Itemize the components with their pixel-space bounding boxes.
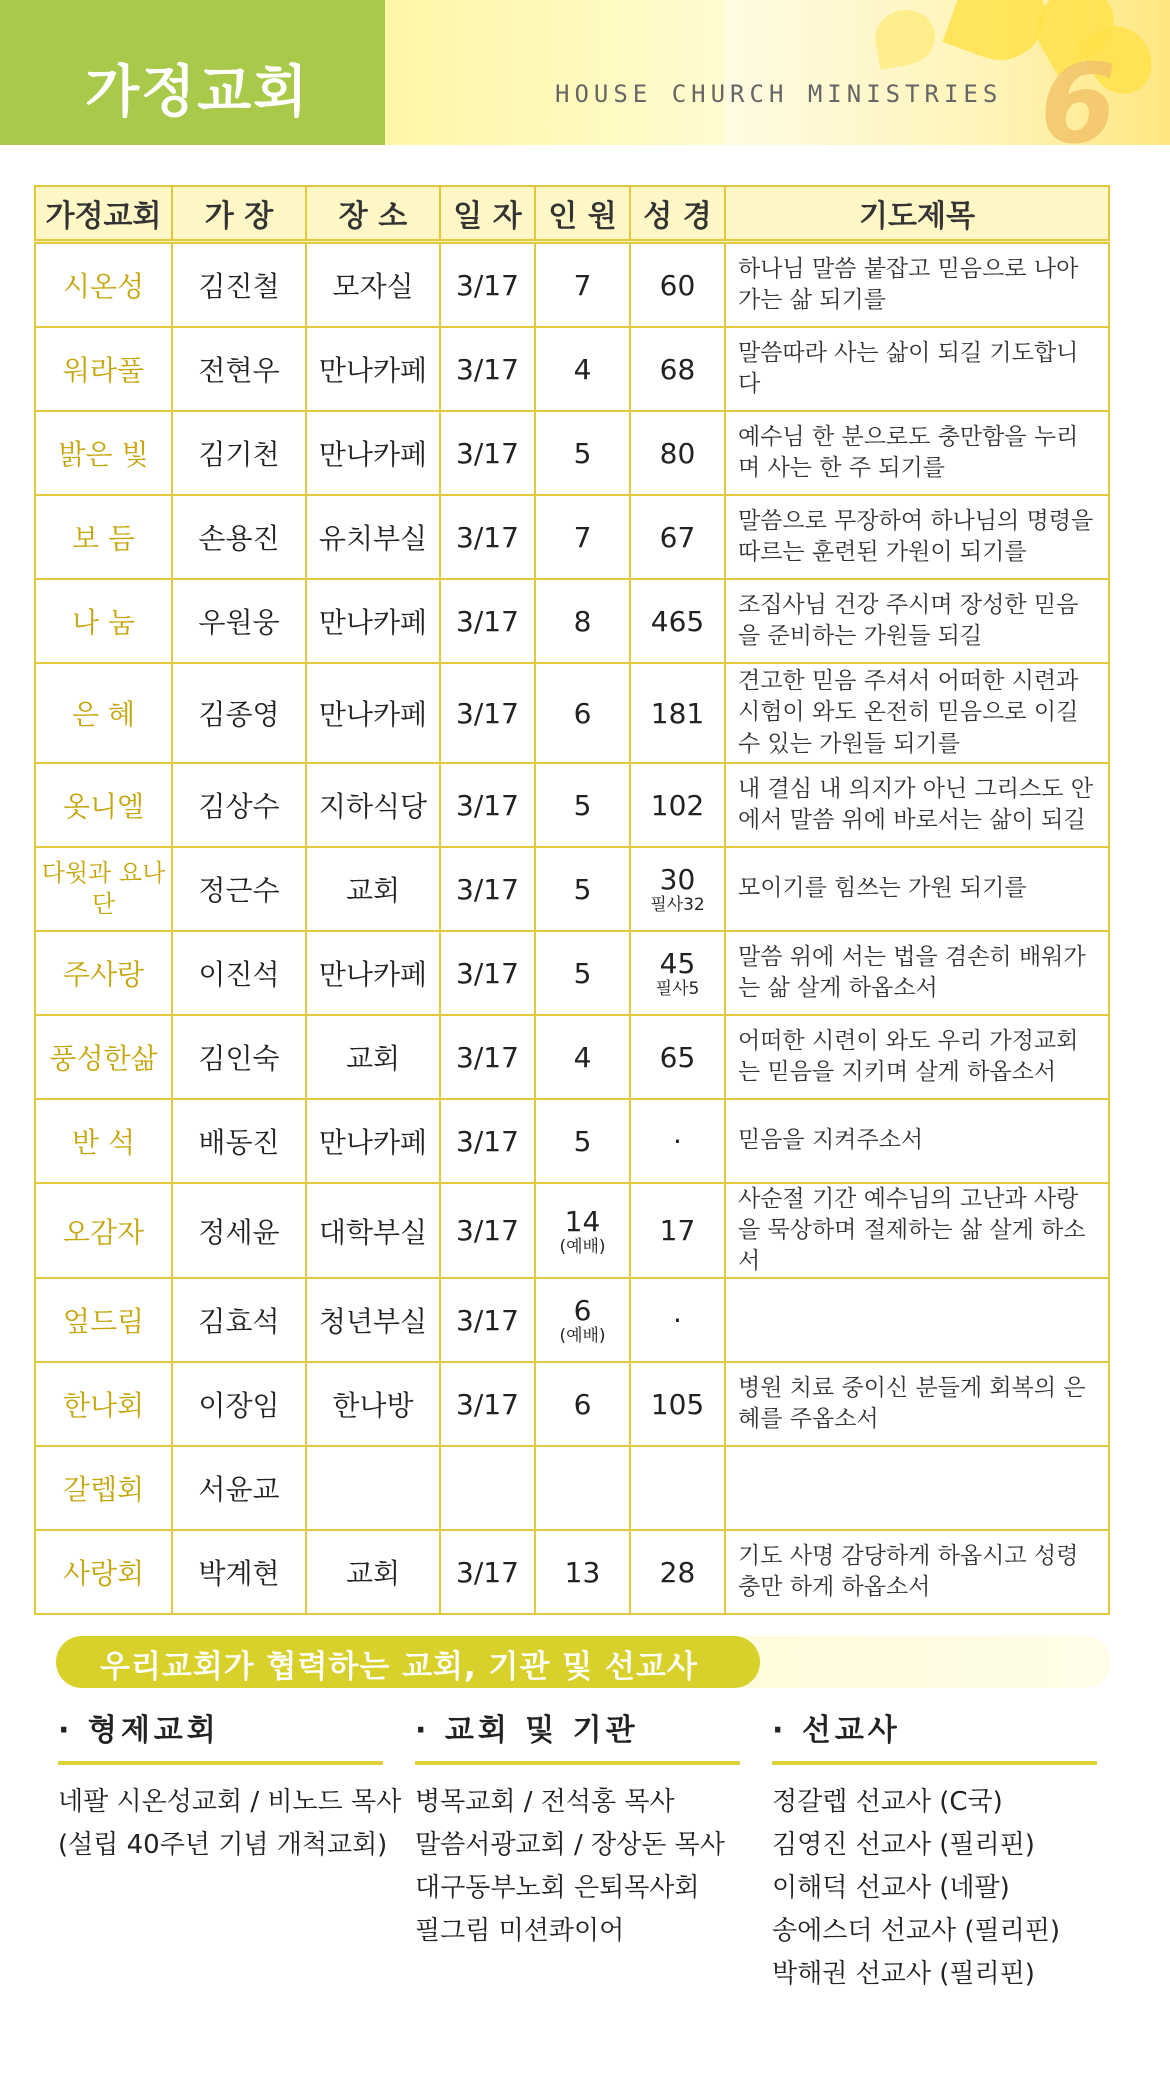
house-church-name-value: 오감자	[62, 1215, 145, 1249]
place-cell	[306, 411, 440, 495]
bible-cell	[630, 663, 725, 763]
place-cell	[306, 1446, 440, 1530]
house-church-name-value: 밝은 빛	[58, 438, 149, 471]
column-header: 기도제목	[725, 186, 1109, 242]
leader-cell	[172, 663, 306, 763]
count-cell-value: 5	[573, 1124, 592, 1158]
house-church-name-value: 워라풀	[62, 354, 145, 387]
date-cell	[440, 327, 535, 411]
prayer-cell	[725, 763, 1109, 847]
page-header	[0, 0, 1170, 145]
place-cell	[306, 1183, 440, 1278]
list-item: 김영진 선교사 (필리핀)	[772, 1830, 1035, 1860]
prayer-cell	[725, 579, 1109, 663]
prayer-cell-value: 내 결심 내 의지가 아닌 그리스도 안에서 말씀 위에 바로서는 삶이 되길	[738, 775, 1093, 833]
count-cell	[535, 579, 630, 663]
leader-cell-value: 정세윤	[198, 1215, 280, 1249]
leader-cell	[172, 1183, 306, 1278]
date-cell-value: 3/17	[456, 1214, 519, 1248]
count-cell	[535, 1278, 630, 1362]
prayer-cell	[725, 1530, 1109, 1614]
place-cell	[306, 495, 440, 579]
date-cell	[440, 1099, 535, 1183]
place-cell-value: 만나카페	[318, 1126, 428, 1159]
leader-cell-value: 김기천	[198, 438, 280, 471]
bible-cell-value: ·	[673, 1124, 682, 1158]
table-row	[35, 1183, 1109, 1278]
house-church-name	[35, 763, 172, 847]
leader-cell-value: 우원웅	[198, 606, 280, 639]
bible-cell	[630, 1183, 725, 1278]
count-cell	[535, 495, 630, 579]
bible-cell	[630, 763, 725, 847]
column-header: 성 경	[630, 186, 725, 242]
column-heading: · 형제교회	[58, 1705, 383, 1765]
house-church-name	[35, 1446, 172, 1530]
leader-cell-value: 이장임	[198, 1389, 280, 1423]
place-cell-value: 모자실	[332, 270, 414, 303]
date-cell	[440, 1015, 535, 1099]
bible-cell-value: 17	[659, 1214, 696, 1248]
date-cell-value: 3/17	[456, 436, 519, 470]
house-church-name	[35, 663, 172, 763]
count-cell	[535, 1183, 630, 1278]
leader-cell	[172, 763, 306, 847]
partners-title: 우리교회가 협력하는 교회, 기관 및 선교사	[100, 1649, 698, 1685]
bible-cell-note: 필사5	[655, 979, 700, 1000]
prayer-cell	[725, 242, 1109, 328]
place-cell	[306, 663, 440, 763]
table-row	[35, 1446, 1109, 1530]
prayer-cell	[725, 1362, 1109, 1446]
count-cell-value: 13	[564, 1555, 601, 1589]
date-cell	[440, 411, 535, 495]
bible-cell-value: 80	[659, 436, 696, 470]
place-cell	[306, 579, 440, 663]
bible-cell-value: 465	[650, 604, 705, 638]
prayer-cell-value: 병원 치료 중이신 분들게 회복의 은혜를 주옵소서	[738, 1375, 1086, 1433]
date-cell	[440, 1183, 535, 1278]
count-cell	[535, 411, 630, 495]
date-cell-value: 3/17	[456, 604, 519, 638]
bible-cell	[630, 411, 725, 495]
count-cell	[535, 1530, 630, 1614]
partners-column-sister-churches	[58, 1705, 402, 1867]
partners-column-churches-institutions	[415, 1705, 740, 1953]
house-church-name	[35, 411, 172, 495]
house-church-name-value: 반 석	[72, 1126, 135, 1159]
leader-cell	[172, 411, 306, 495]
table-row	[35, 242, 1109, 328]
prayer-cell-value: 말씀따라 사는 삶이 되길 기도합니다	[738, 339, 1079, 397]
table-row	[35, 1015, 1109, 1099]
date-cell	[440, 1446, 535, 1530]
count-cell	[535, 327, 630, 411]
house-church-name	[35, 1099, 172, 1183]
house-church-name	[35, 495, 172, 579]
house-church-name	[35, 931, 172, 1015]
table-row	[35, 931, 1109, 1015]
bible-cell	[630, 579, 725, 663]
count-cell	[535, 1099, 630, 1183]
column-header: 장 소	[306, 186, 440, 242]
leader-cell-value: 김진철	[198, 270, 280, 303]
list-item: 이해덕 선교사 (네팔)	[772, 1873, 1010, 1903]
leader-cell	[172, 1015, 306, 1099]
leader-cell	[172, 1099, 306, 1183]
place-cell	[306, 1530, 440, 1614]
house-church-table	[34, 185, 1108, 1615]
bible-cell-value: 105	[650, 1387, 705, 1421]
leader-cell	[172, 931, 306, 1015]
house-church-name	[35, 1278, 172, 1362]
table-row	[35, 1530, 1109, 1614]
column-header: 인 원	[535, 186, 630, 242]
count-cell	[535, 763, 630, 847]
count-cell	[535, 242, 630, 328]
count-cell-value: 7	[573, 520, 592, 554]
place-cell	[306, 1362, 440, 1446]
leader-cell-value: 서윤교	[198, 1473, 280, 1507]
date-cell	[440, 663, 535, 763]
table-row	[35, 411, 1109, 495]
column-heading: · 교회 및 기관	[415, 1705, 740, 1765]
leader-cell	[172, 847, 306, 931]
leader-cell	[172, 1530, 306, 1614]
bible-cell	[630, 1015, 725, 1099]
house-church-name-value: 주사랑	[62, 958, 145, 991]
house-church-name	[35, 1015, 172, 1099]
count-cell-value: 5	[573, 872, 592, 906]
column-header: 일 자	[440, 186, 535, 242]
leader-cell-value: 정근수	[198, 874, 280, 907]
bible-cell	[630, 1530, 725, 1614]
count-cell	[535, 1362, 630, 1446]
date-cell	[440, 579, 535, 663]
table-row	[35, 763, 1109, 847]
house-church-name-value: 시온성	[62, 270, 145, 303]
place-cell-value: 한나방	[332, 1389, 414, 1423]
bible-cell-value: 181	[650, 696, 705, 730]
table-row	[35, 1362, 1109, 1446]
count-cell-value: 6	[573, 1387, 592, 1421]
place-cell-value: 교회	[345, 874, 401, 907]
count-cell	[535, 847, 630, 931]
date-cell-value: 3/17	[456, 788, 519, 822]
house-church-name	[35, 847, 172, 931]
leader-cell-value: 박계현	[198, 1557, 280, 1591]
date-cell-value: 3/17	[456, 1303, 519, 1337]
prayer-cell	[725, 327, 1109, 411]
bible-cell	[630, 847, 725, 931]
bible-cell-value: 28	[659, 1555, 696, 1589]
place-cell-value: 만나카페	[318, 438, 428, 471]
house-church-name	[35, 579, 172, 663]
list-item: (설립 40주년 기념 개척교회)	[58, 1830, 388, 1860]
page-subtitle: HOUSE CHURCH MINISTRIES	[555, 80, 1003, 108]
list-item: 정갈렙 선교사 (C국)	[772, 1787, 1003, 1817]
prayer-cell-value: 말씀으로 무장하여 하나님의 명령을 따르는 훈련된 가원이 되기를	[738, 507, 1094, 565]
leader-cell	[172, 242, 306, 328]
bible-cell	[630, 242, 725, 328]
count-cell-value: 4	[573, 1040, 592, 1074]
place-cell-value: 교회	[345, 1042, 401, 1075]
house-church-name-value: 나 눔	[72, 606, 135, 639]
prayer-cell-value: 믿음을 지켜주소서	[738, 1127, 924, 1154]
bible-cell	[630, 1278, 725, 1362]
page-title: 가정교회	[85, 60, 310, 125]
bible-cell-value: 30	[659, 863, 696, 897]
count-cell-value: 14	[564, 1204, 601, 1238]
date-cell-value: 3/17	[456, 268, 519, 302]
list-item: 병목교회 / 전석홍 목사	[415, 1787, 675, 1817]
count-cell-note: (예배)	[559, 1326, 606, 1347]
bible-cell-value: 67	[659, 520, 696, 554]
prayer-cell	[725, 1446, 1109, 1530]
leader-cell-value: 손용진	[198, 522, 280, 555]
prayer-cell	[725, 1278, 1109, 1362]
prayer-cell	[725, 1099, 1109, 1183]
bible-cell-value: 60	[659, 268, 696, 302]
place-cell-value: 만나카페	[318, 606, 428, 639]
leader-cell-value: 이진석	[198, 958, 280, 991]
prayer-cell	[725, 663, 1109, 763]
prayer-cell-value: 기도 사명 감당하게 하옵시고 성령 충만 하게 하옵소서	[738, 1543, 1079, 1601]
bible-cell-note: 필사32	[650, 895, 705, 916]
date-cell-value: 3/17	[456, 1555, 519, 1589]
header-band	[385, 0, 725, 145]
table-row	[35, 663, 1109, 763]
bible-cell	[630, 495, 725, 579]
date-cell	[440, 931, 535, 1015]
leader-cell-value: 김효석	[198, 1305, 280, 1339]
bible-cell	[630, 1446, 725, 1530]
count-cell	[535, 1446, 630, 1530]
bible-cell	[630, 1099, 725, 1183]
column-header: 가 장	[172, 186, 306, 242]
date-cell	[440, 495, 535, 579]
bible-cell-value: ·	[673, 1303, 682, 1337]
prayer-cell	[725, 931, 1109, 1015]
column-header: 가정교회	[35, 186, 172, 242]
house-church-name	[35, 242, 172, 328]
date-cell-value: 3/17	[456, 1124, 519, 1158]
count-cell-value: 8	[573, 604, 592, 638]
count-cell-value: 5	[573, 436, 592, 470]
table-row	[35, 1099, 1109, 1183]
house-church-name-value: 보 듬	[72, 522, 135, 555]
house-church-name	[35, 1183, 172, 1278]
leader-cell	[172, 327, 306, 411]
house-church-name	[35, 327, 172, 411]
date-cell-value: 3/17	[456, 1040, 519, 1074]
count-cell-value: 7	[573, 268, 592, 302]
place-cell-value: 대학부실	[318, 1215, 428, 1249]
house-church-name-value: 다윗과 요나단	[41, 858, 166, 918]
date-cell	[440, 763, 535, 847]
count-cell	[535, 931, 630, 1015]
house-church-name-value: 한나회	[62, 1389, 145, 1423]
prayer-cell-value: 견고한 믿음 주셔서 어떠한 시련과 시험이 와도 온전히 믿음으로 이길 수 있는 가원들 되기를	[738, 668, 1079, 757]
bible-cell-value: 68	[659, 352, 696, 386]
leader-cell	[172, 579, 306, 663]
date-cell-value: 3/17	[456, 872, 519, 906]
count-cell-value: 5	[573, 788, 592, 822]
list-item: 송에스더 선교사 (필리핀)	[772, 1916, 1060, 1946]
bible-cell	[630, 931, 725, 1015]
prayer-cell-value: 모이기를 힘쓰는 가원 되기를	[738, 875, 1027, 902]
prayer-cell	[725, 1183, 1109, 1278]
house-church-name-value: 옷니엘	[62, 790, 145, 823]
prayer-cell-value: 말씀 위에 서는 법을 겸손히 배워가는 삶 살게 하옵소서	[738, 943, 1086, 1001]
house-church-name-value: 은 혜	[72, 698, 135, 731]
prayer-cell	[725, 495, 1109, 579]
count-cell	[535, 663, 630, 763]
date-cell	[440, 242, 535, 328]
bible-cell-value: 45	[659, 947, 696, 981]
house-church-name	[35, 1362, 172, 1446]
list-item: 네팔 시온성교회 / 비노드 목사	[58, 1787, 402, 1817]
place-cell	[306, 847, 440, 931]
list-item: 말씀서광교회 / 장상돈 목사	[415, 1830, 725, 1860]
prayer-cell-value: 하나님 말씀 붙잡고 믿음으로 나아가는 삶 되기를	[738, 255, 1079, 313]
bible-cell	[630, 327, 725, 411]
table-header-row	[35, 186, 1109, 242]
place-cell	[306, 327, 440, 411]
house-church-name	[35, 1530, 172, 1614]
prayer-cell	[725, 847, 1109, 931]
place-cell-value: 만나카페	[318, 698, 428, 731]
prayer-cell	[725, 411, 1109, 495]
table-row	[35, 1278, 1109, 1362]
place-cell	[306, 763, 440, 847]
place-cell-value: 교회	[345, 1557, 401, 1591]
partners-column-missionaries	[772, 1705, 1097, 1996]
date-cell	[440, 847, 535, 931]
count-cell-value: 6	[573, 1294, 592, 1328]
bible-cell	[630, 1362, 725, 1446]
house-church-name-value: 엎드림	[62, 1305, 145, 1339]
table-row	[35, 847, 1109, 931]
place-cell	[306, 931, 440, 1015]
prayer-cell	[725, 1015, 1109, 1099]
prayer-cell-value: 예수님 한 분으로도 충만함을 누리며 사는 한 주 되기를	[738, 423, 1079, 481]
place-cell-value: 만나카페	[318, 354, 428, 387]
leader-cell-value: 배동진	[198, 1126, 280, 1159]
date-cell-value: 3/17	[456, 696, 519, 730]
place-cell	[306, 242, 440, 328]
bible-cell-value: 65	[659, 1040, 696, 1074]
bible-cell-value: 102	[650, 788, 705, 822]
place-cell-value: 만나카페	[318, 958, 428, 991]
prayer-cell-value: 어떠한 시련이 와도 우리 가정교회는 믿음을 지키며 살게 하옵소서	[738, 1027, 1079, 1085]
place-cell	[306, 1278, 440, 1362]
place-cell	[306, 1099, 440, 1183]
date-cell-value: 3/17	[456, 1387, 519, 1421]
leader-cell	[172, 1446, 306, 1530]
house-church-name-value: 사랑회	[62, 1557, 145, 1591]
table-row	[35, 327, 1109, 411]
leader-cell	[172, 495, 306, 579]
count-cell	[535, 1015, 630, 1099]
house-church-name-value: 풍성한삶	[49, 1042, 158, 1075]
house-church-name-value: 갈렙회	[62, 1473, 145, 1507]
leader-cell	[172, 1362, 306, 1446]
date-cell-value: 3/17	[456, 352, 519, 386]
list-item: 필그림 미션콰이어	[415, 1916, 625, 1946]
date-cell	[440, 1278, 535, 1362]
leader-cell-value: 김상수	[198, 790, 280, 823]
count-cell-value: 5	[573, 956, 592, 990]
count-cell-value: 6	[573, 696, 592, 730]
table-row	[35, 495, 1109, 579]
date-cell	[440, 1362, 535, 1446]
leader-cell-value: 김인숙	[198, 1042, 280, 1075]
date-cell-value: 3/17	[456, 956, 519, 990]
place-cell-value: 청년부실	[318, 1305, 428, 1339]
count-cell-value: 4	[573, 352, 592, 386]
table-row	[35, 579, 1109, 663]
prayer-cell-value: 사순절 기간 예수님의 고난과 사랑을 묵상하며 절제하는 삶 살게 하소서	[738, 1186, 1086, 1275]
column-heading: · 선교사	[772, 1705, 1097, 1765]
place-cell	[306, 1015, 440, 1099]
list-item: 박해권 선교사 (필리핀)	[772, 1959, 1035, 1989]
place-cell-value: 유치부실	[318, 522, 428, 555]
place-cell-value: 지하식당	[318, 790, 428, 823]
leader-cell-value: 김종영	[198, 698, 280, 731]
date-cell-value: 3/17	[456, 520, 519, 554]
leader-cell-value: 전현우	[198, 354, 280, 387]
count-cell-note: (예배)	[559, 1236, 606, 1257]
list-item: 대구동부노회 은퇴목사회	[415, 1873, 700, 1903]
date-cell	[440, 1530, 535, 1614]
prayer-cell-value: 조집사님 건강 주시며 장성한 믿음을 준비하는 가원들 되길	[738, 591, 1079, 649]
leader-cell	[172, 1278, 306, 1362]
page-number: 6	[1040, 40, 1117, 145]
